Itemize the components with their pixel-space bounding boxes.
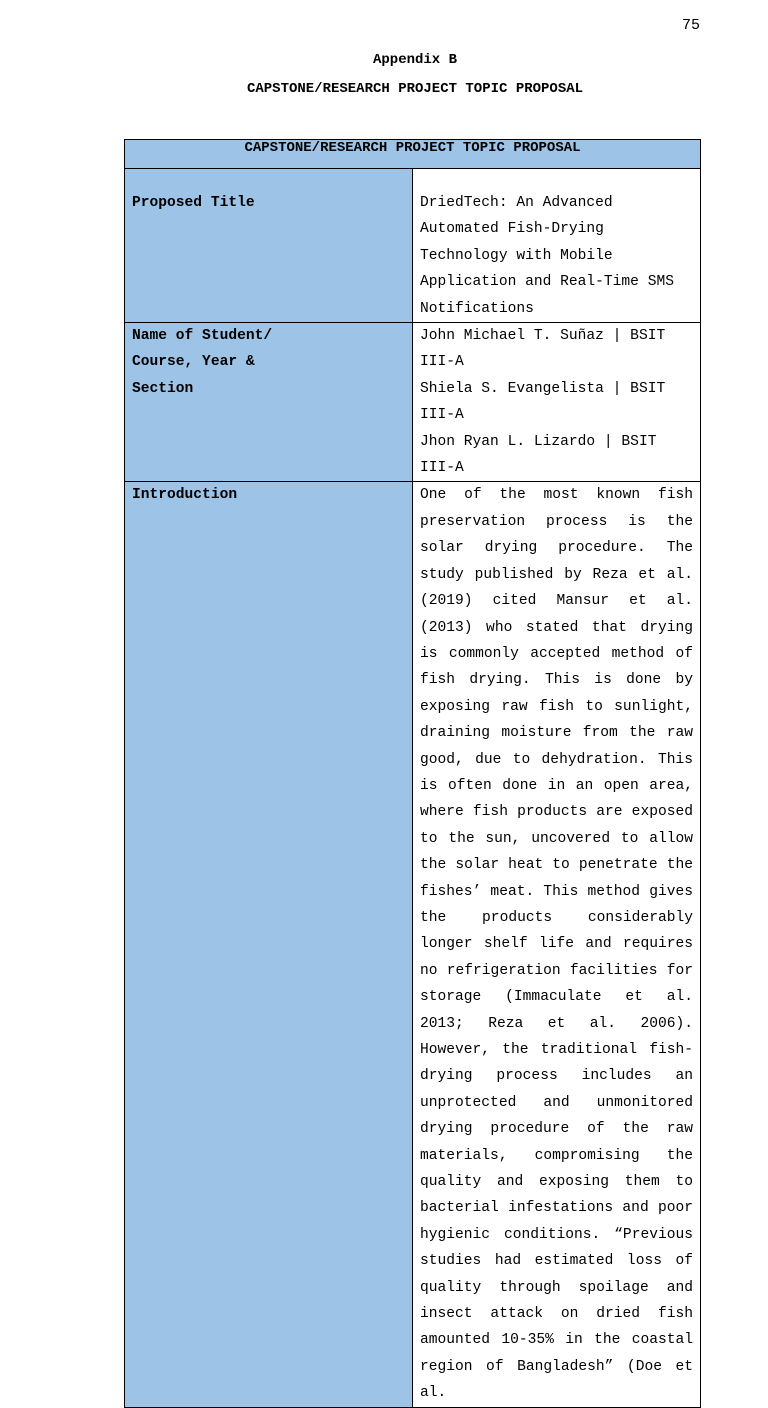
student-entry: Jhon Ryan L. Lizardo | BSIT III-A [420, 433, 657, 477]
student-entry: Shiela S. Evangelista | BSIT III-A [420, 380, 666, 424]
students-label-line: Name of Student/ [132, 328, 273, 345]
introduction-row [125, 482, 701, 1407]
students-label-line: Section [132, 380, 194, 397]
document-title: CAPSTONE/RESEARCH PROJECT TOPIC PROPOSAL [246, 81, 584, 97]
proposal-table [124, 139, 701, 1408]
appendix-label: Appendix B [372, 52, 457, 68]
proposed-title-row [125, 169, 701, 323]
students-label [125, 323, 413, 482]
page-number: 75 [681, 17, 700, 34]
students-label-line: Course, Year & [132, 354, 255, 371]
introduction-label: Introduction [125, 482, 413, 1407]
table-header-row [125, 140, 701, 169]
proposed-title-value: DriedTech: An Advanced Automated Fish-Drying Technology with Mobile Application and Real-Time SMS Notifications [413, 169, 701, 323]
proposed-title-label: Proposed Title [125, 169, 413, 323]
students-list [413, 323, 701, 482]
student-entry: John Michael T. Suñaz | BSIT III-A [420, 328, 666, 371]
students-row [125, 323, 701, 482]
table-header: CAPSTONE/RESEARCH PROJECT TOPIC PROPOSAL [125, 140, 701, 169]
introduction-text: One of the most known fish preservation process is the solar drying procedure. The study published by Reza et al. (2019) cited Mansur et al. (2013) who stated that drying is commonly accepted method of fish drying. This is done by exposing raw fish to sunlight, draining moisture from the raw good, due to dehydration. This is often done in an open area, where fish products are exposed to the sun, uncovered to allow the solar heat to penetrate the fishes’ meat. This method gives the products considerably longer shelf life and requires no refrigeration facilities for storage (Immaculate et al. 2013; Reza et al. 2006). However, the traditional fish-drying process includes an unprotected and unmonitored drying procedure of the raw materials, compromising the quality and exposing them to bacterial infestations and poor hygienic conditions. “Previous studies had estimated loss of quality through spoilage and insect attack on dried fish amounted 10-35% in the coastal region of Bangladesh” (Doe et al. [413, 482, 701, 1407]
